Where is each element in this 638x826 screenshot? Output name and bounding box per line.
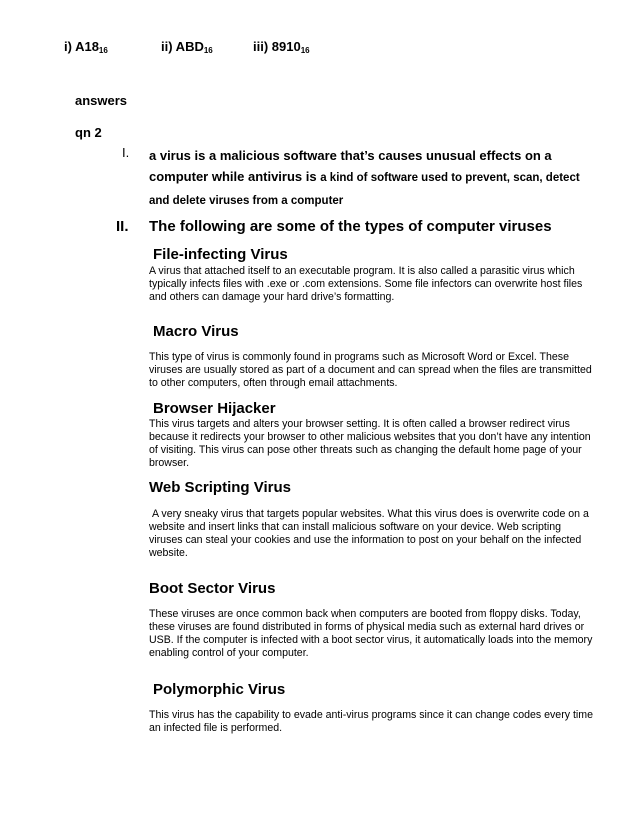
question-number: qn 2 — [75, 125, 102, 140]
virus-type-polymorphic — [149, 681, 595, 735]
part-two-numeral: II. — [116, 218, 129, 235]
part-one-text — [149, 145, 589, 212]
part-one-text-tail: a kind of software used to prevent, scan, detect and delete viruses from a computer — [149, 172, 580, 207]
hex-value-3 — [253, 39, 310, 55]
answers-heading: answers — [75, 93, 128, 108]
virus-type-file-infecting — [149, 246, 595, 304]
virus-type-title: Polymorphic Virus — [153, 681, 286, 698]
virus-type-title: Web Scripting Virus — [149, 479, 291, 496]
virus-type-title: Browser Hijacker — [153, 400, 276, 417]
hex-value-1-label: i) A18 — [64, 39, 99, 54]
virus-type-description: A very sneaky virus that targets popular websites. What this virus does is overwrite code on a website and insert links that can install malicious software on your device. Web scripting viruses can steal your cookies and use the information to post on your behalf on the infected website. — [149, 508, 589, 559]
hex-values-row — [0, 39, 638, 59]
part-two-heading: The following are some of the types of computer viruses — [149, 218, 552, 235]
virus-type-description: This virus has the capability to evade anti-virus programs since it can change codes every time an infected file is performed. — [149, 709, 593, 734]
hex-value-1 — [64, 39, 108, 55]
virus-type-title: Macro Virus — [153, 323, 239, 340]
virus-type-macro — [149, 323, 595, 390]
virus-type-title: Boot Sector Virus — [149, 580, 276, 597]
virus-type-description: A virus that attached itself to an executable program. It is also called a parasitic virus which typically infects files with .exe or .com extensions. Some file infectors can overwrite host files and others can damage your hard drive’s formatting. — [149, 265, 583, 303]
part-one-text-lead: a virus is a malicious software that’s causes unusual effects on a computer while antivirus is — [149, 148, 552, 184]
virus-type-description: This virus targets and alters your browser setting. It is often called a browser redirect virus because it redirects your browser to other malicious websites that you don’t have any intention of visiting. This virus can pose other threats such as changing the default home page of your browser. — [149, 418, 591, 469]
virus-type-web-scripting — [149, 479, 595, 560]
hex-value-3-base: 16 — [300, 46, 310, 55]
virus-type-description: This type of virus is commonly found in programs such as Microsoft Word or Excel. These viruses are usually stored as part of a document and can spread when the files are transmitted to other computers, often through email attachments. — [149, 351, 592, 389]
virus-type-description: These viruses are once common back when computers are booted from floppy disks. Today, these viruses are found distributed in forms of physical media such as external hard drives or USB. If the computer is infected with a boot sector virus, it automatically loads into the memory enabling control of your computer. — [149, 608, 593, 659]
hex-value-1-base: 16 — [98, 46, 108, 55]
hex-value-2-base: 16 — [203, 46, 213, 55]
virus-type-browser-hijacker — [149, 400, 595, 470]
virus-type-title: File-infecting Virus — [153, 246, 288, 263]
part-one-numeral: I. — [122, 145, 130, 160]
virus-type-boot-sector — [149, 580, 595, 660]
hex-value-3-label: iii) 8910 — [253, 39, 301, 54]
hex-value-2-label: ii) ABD — [161, 39, 204, 54]
hex-value-2 — [161, 39, 213, 55]
